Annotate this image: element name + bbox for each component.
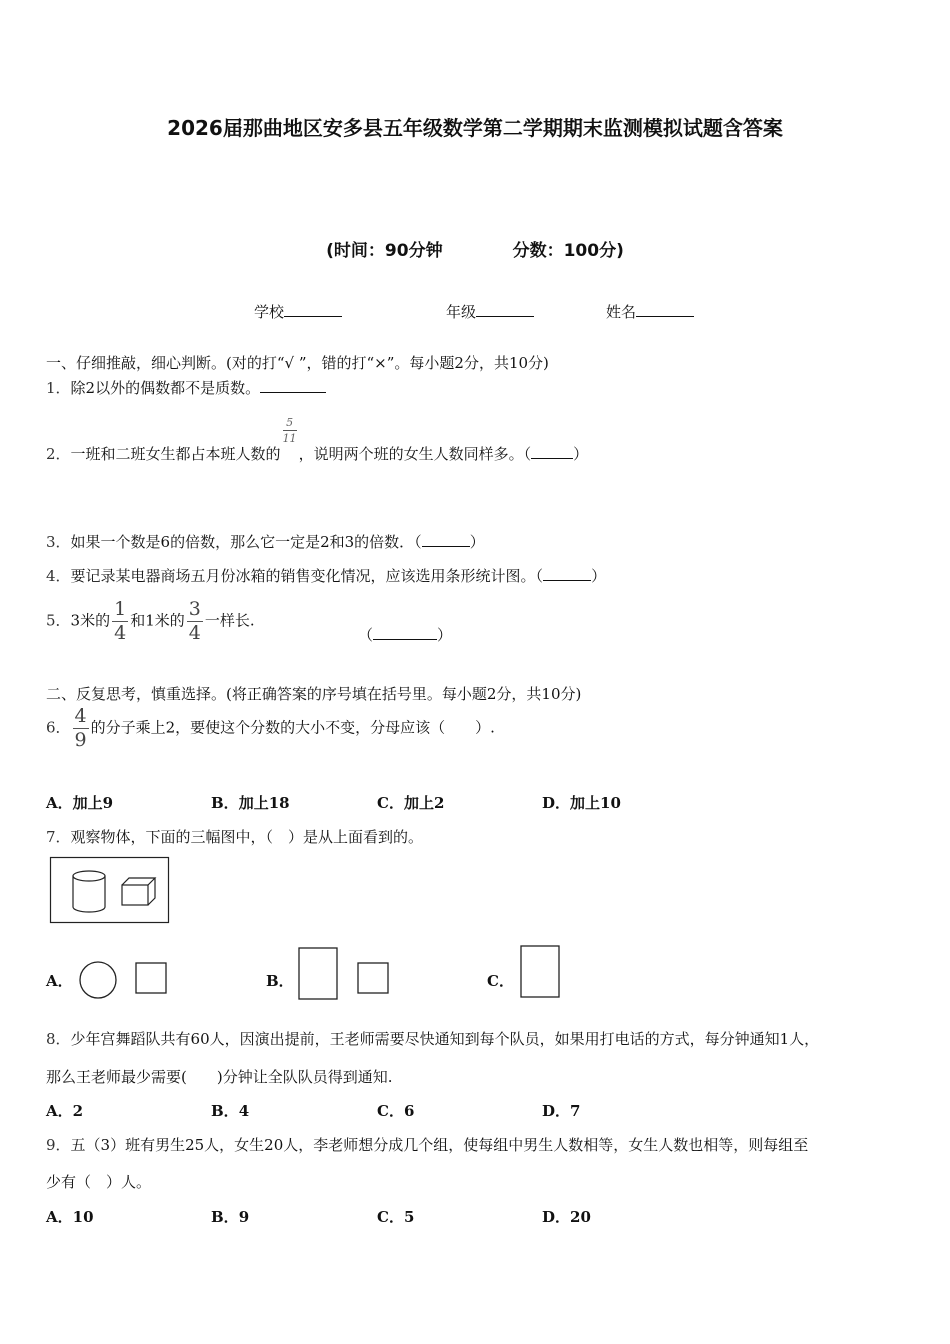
answer-blank[interactable] xyxy=(543,566,591,581)
fraction-1-4: $\frac{1}{4}$ xyxy=(114,598,127,644)
school-label: 学校 xyxy=(254,303,285,321)
name-label: 姓名 xyxy=(606,303,637,321)
cube-icon xyxy=(122,878,155,905)
q6-option-b[interactable]: B．加上18 xyxy=(211,794,290,812)
question-number: 5． xyxy=(46,611,71,630)
answer-blank[interactable] xyxy=(531,444,573,459)
tall-rectangle-icon xyxy=(521,946,559,997)
q9-option-c[interactable]: C．5 xyxy=(377,1208,415,1226)
question-text: 少年宫舞蹈队共有60人，因演出提前，王老师需要尽快通知到每个队员，如果用打电话的方式，每分钟通知1人， xyxy=(70,1030,820,1048)
circle-icon xyxy=(80,962,116,998)
question-text: 除2以外的偶数都不是质数。 xyxy=(70,379,261,397)
q9-option-b[interactable]: B．9 xyxy=(211,1208,250,1226)
q8-option-b[interactable]: B．4 xyxy=(211,1102,250,1120)
question-text-2: ，说明两个班的女生人数同样多。（ xyxy=(298,445,532,463)
q7-objects-figure xyxy=(50,857,170,924)
section-1-heading: 一、仔细推敲，细心判断。(对的打“√ ”，错的打“×”。每小题2分，共10分) xyxy=(46,354,549,372)
square-icon xyxy=(136,963,166,993)
grade-field[interactable] xyxy=(446,301,534,322)
question-text: 要记录某电器商场五月份冰箱的销售变化情况，应该选用条形统计图。（ xyxy=(70,567,544,585)
section-2-heading: 二、反复思考，慎重选择。(将正确答案的序号填在括号里。每小题2分，共10分) xyxy=(46,685,582,703)
question-5-answer: （ ） xyxy=(358,626,453,644)
q9-option-a[interactable]: A．10 xyxy=(46,1208,94,1226)
question-9-line-2: 少有（ ）人。 xyxy=(46,1173,152,1191)
square-icon xyxy=(358,963,388,993)
total-score: 分数：100分) xyxy=(512,241,624,261)
q7-option-b-figure[interactable] xyxy=(298,947,393,1002)
name-blank[interactable] xyxy=(636,302,694,317)
fraction-4-9: $\frac{4}{9}$ xyxy=(74,705,87,751)
question-number: 7． xyxy=(46,828,71,846)
cylinder-icon xyxy=(73,871,105,912)
q9-option-d[interactable]: D．20 xyxy=(542,1208,591,1226)
question-text: 如果一个数是6的倍数，那么它一定是2和3的倍数．（ xyxy=(70,533,422,551)
q8-option-d[interactable]: D．7 xyxy=(542,1102,581,1120)
question-1 xyxy=(46,377,326,398)
question-4: 4．要记录某电器商场五月份冰箱的销售变化情况，应该选用条形统计图。（ ） xyxy=(46,567,607,585)
q7-option-a-figure[interactable] xyxy=(78,960,170,1000)
q6-option-a[interactable]: A．加上9 xyxy=(46,794,114,812)
question-text: 的分子乘上2，要使这个分数的大小不变，分母应该（ ）. xyxy=(90,718,495,737)
fraction-5-11: $\frac{5}{11}$ xyxy=(282,416,297,445)
q7-option-c[interactable]: C． xyxy=(487,972,514,990)
figure-frame xyxy=(51,858,169,923)
question-9 xyxy=(46,1134,808,1155)
question-number: 2． xyxy=(46,445,71,463)
question-number: 1． xyxy=(46,379,71,397)
fraction-3-4: $\frac{3}{4}$ xyxy=(188,598,201,644)
page-title: 2026届那曲地区安多县五年级数学第二学期期末监测模拟试题含答案 xyxy=(167,116,783,140)
q8-option-a[interactable]: A．2 xyxy=(46,1102,84,1120)
name-field[interactable] xyxy=(606,301,694,322)
question-number: 9． xyxy=(46,1136,71,1154)
q6-option-d[interactable]: D．加上10 xyxy=(542,794,621,812)
question-text: 一班和二班女生都占本班人数的 xyxy=(70,445,281,463)
question-3: 3．如果一个数是6的倍数，那么它一定是2和3的倍数．（ ） xyxy=(46,533,485,551)
question-5: 5．3米的 $\frac{1}{4}$ 和1米的 $\frac{3}{4}$ 一样长. xyxy=(46,598,255,644)
question-number: 8． xyxy=(46,1030,71,1048)
question-number: 4． xyxy=(46,567,71,585)
question-2: 2．一班和二班女生都占本班人数的 $\frac{5}{11}$ ，说明两个班的女生人数同样多。（ ） xyxy=(46,416,589,463)
question-8-line-2: 那么王老师最少需要( )分钟让全队队员得到通知. xyxy=(46,1068,393,1086)
q7-option-c-figure[interactable] xyxy=(520,945,562,1000)
answer-blank[interactable] xyxy=(260,378,326,393)
question-number: 3． xyxy=(46,533,71,551)
question-6 xyxy=(46,707,495,750)
tall-rectangle-icon xyxy=(299,948,337,999)
school-field[interactable] xyxy=(254,301,342,322)
answer-blank[interactable] xyxy=(373,625,437,640)
q8-option-c[interactable]: C．6 xyxy=(377,1102,415,1120)
question-8 xyxy=(46,1028,819,1049)
q7-option-a[interactable]: A． xyxy=(46,972,73,990)
q7-option-b[interactable]: B． xyxy=(266,972,294,990)
q6-option-c[interactable]: C．加上2 xyxy=(377,794,445,812)
grade-label: 年级 xyxy=(446,303,477,321)
question-text: 五（3）班有男生25人，女生20人，李老师想分成几个组，使每组中男生人数相等，女生人数也相等，则每组至 xyxy=(70,1136,809,1154)
exam-meta xyxy=(0,236,950,261)
time-limit: (时间：90分钟 xyxy=(326,241,443,261)
answer-blank[interactable] xyxy=(422,532,470,547)
question-number: 6． xyxy=(46,718,71,737)
school-blank[interactable] xyxy=(284,302,342,317)
question-text: 3米的 xyxy=(70,611,111,630)
question-text: 观察物体，下面的三幅图中，（ ）是从上面看到的。 xyxy=(70,828,424,846)
grade-blank[interactable] xyxy=(476,302,534,317)
question-7 xyxy=(46,826,423,847)
